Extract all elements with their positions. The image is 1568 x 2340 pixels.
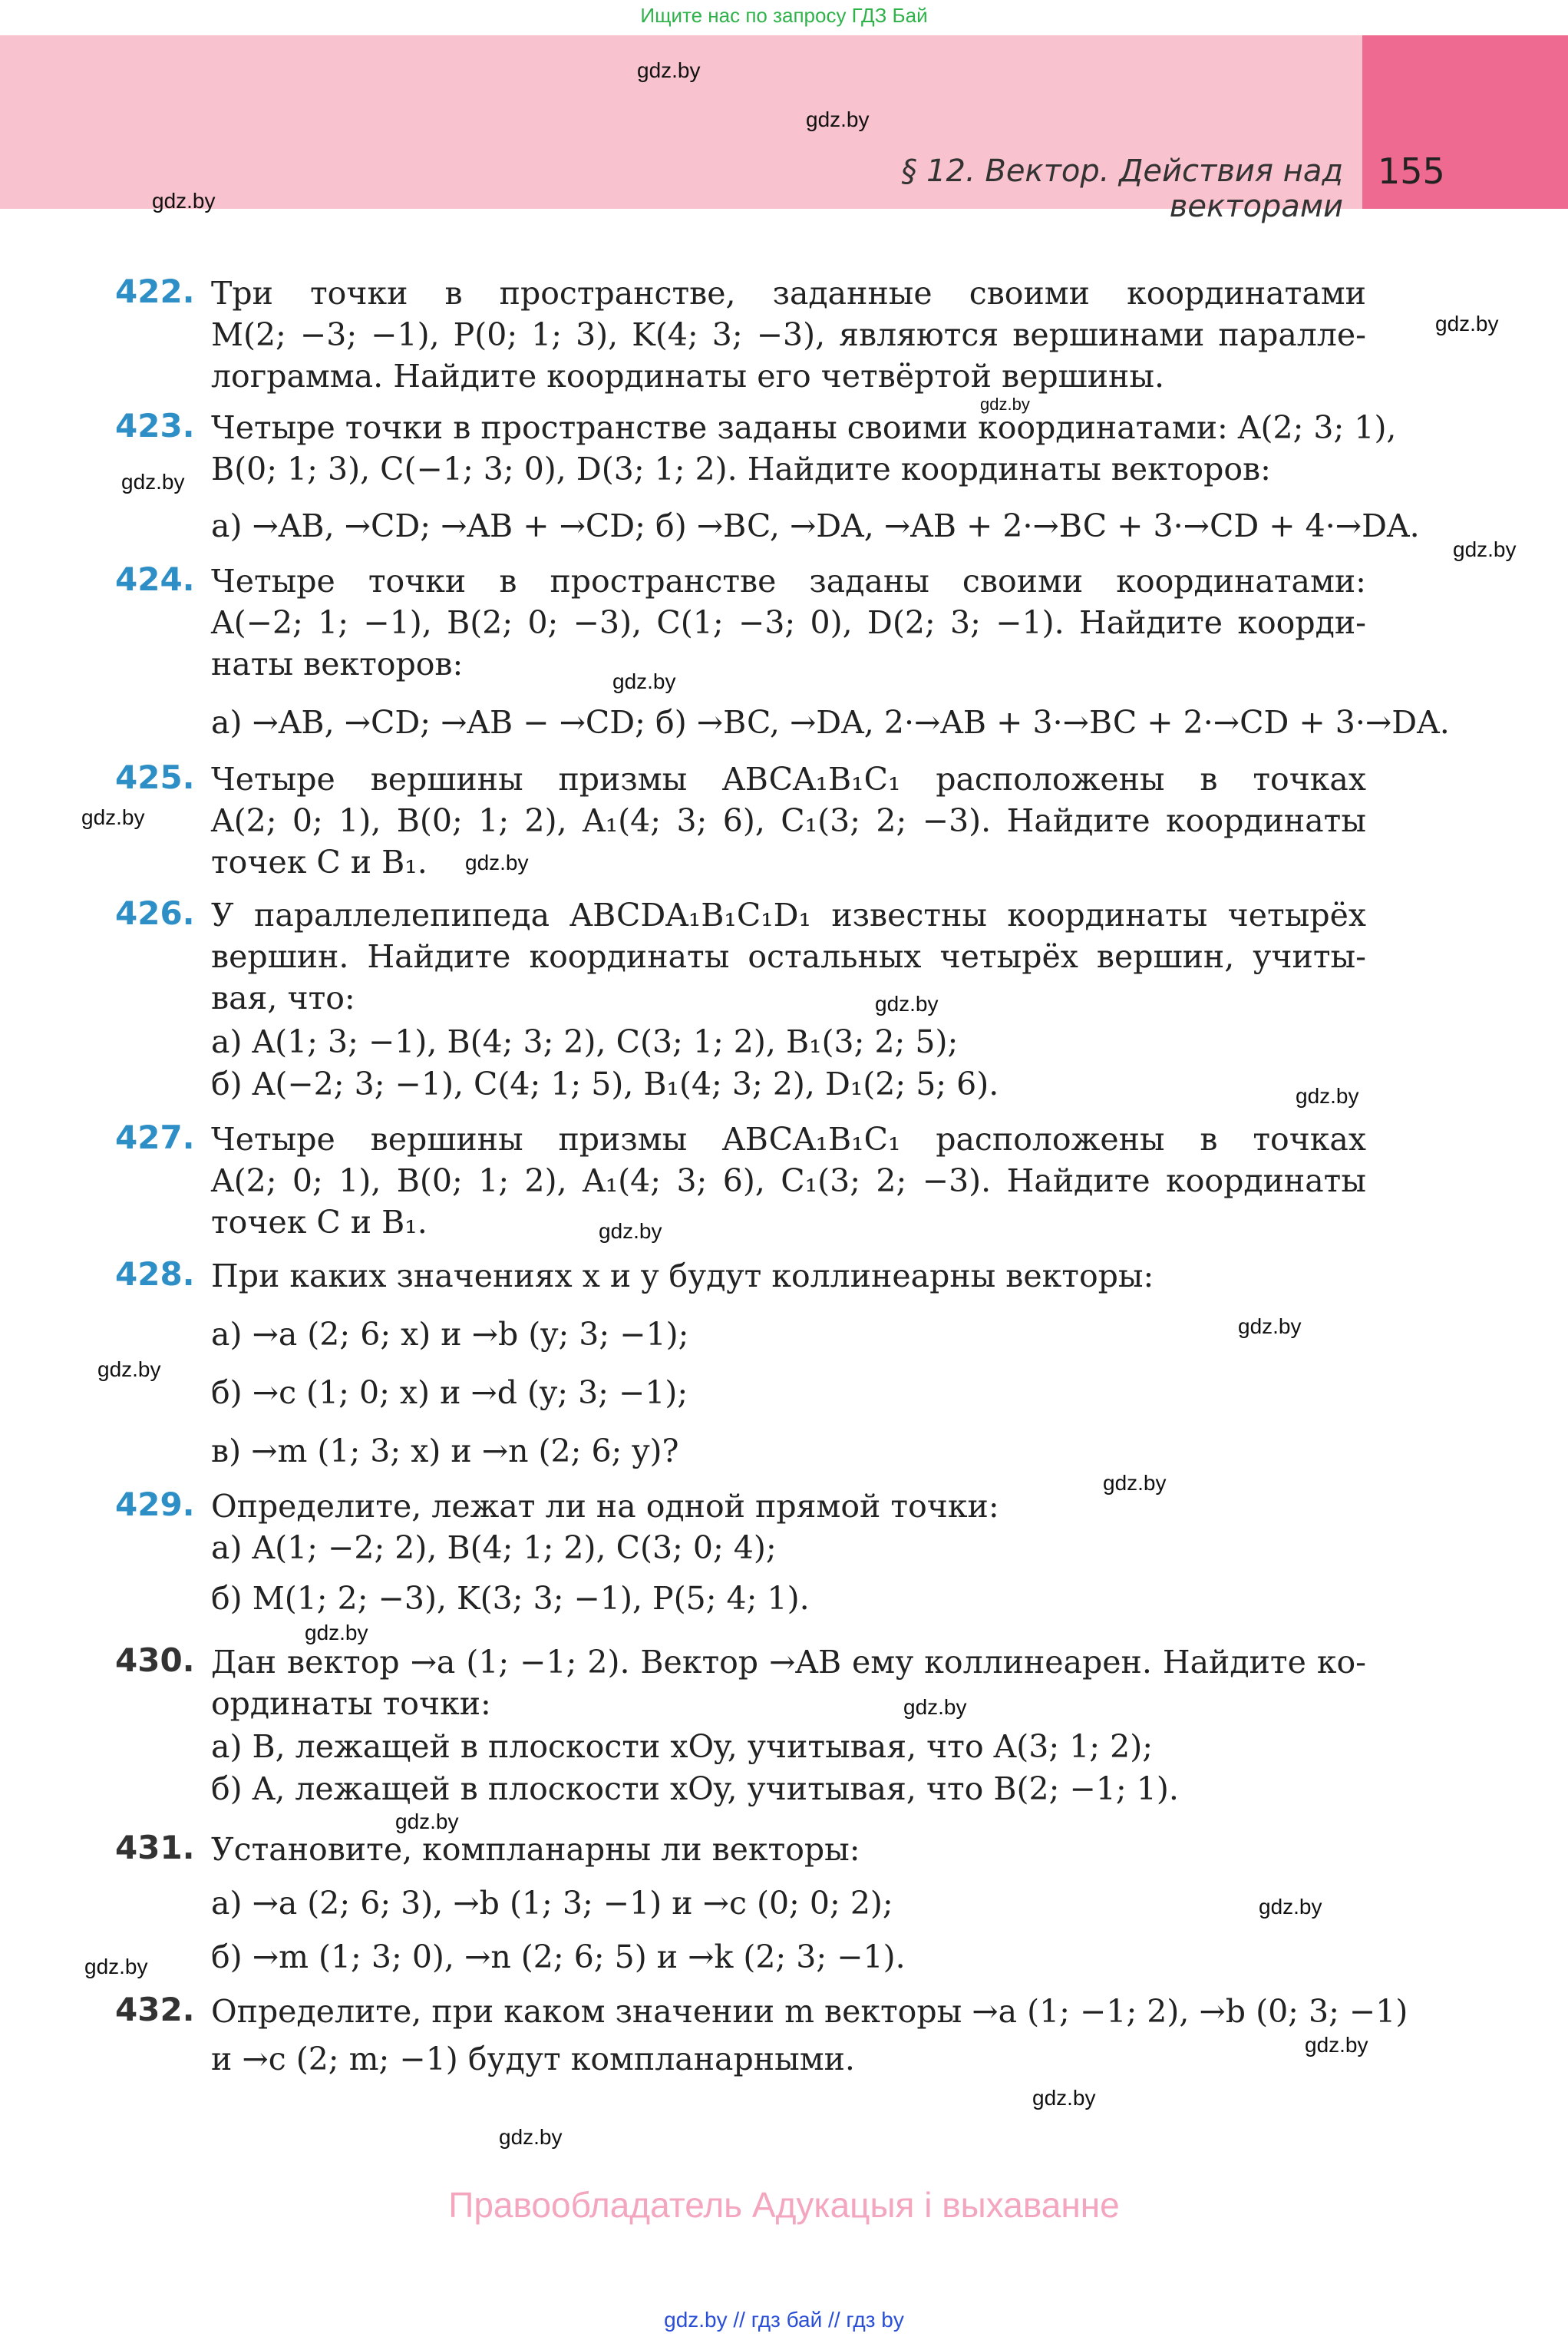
watermark: gdz.by xyxy=(1296,1084,1359,1108)
watermark: gdz.by xyxy=(612,669,676,693)
watermark: gdz.by xyxy=(1103,1471,1167,1495)
problem-text-line: Установите, компланарны ли векторы: xyxy=(211,1831,860,1868)
watermark: gdz.by xyxy=(121,470,185,494)
problem-number: 427. xyxy=(115,1119,195,1156)
problem-text-line: Четыре точки в пространстве заданы своими координатами: xyxy=(211,563,1366,600)
watermark: gdz.by xyxy=(1435,312,1499,335)
problem-number: 426. xyxy=(115,894,195,932)
watermark: gdz.by xyxy=(152,189,216,213)
problem-text-line: б) →c (1; 0; x) и →d (y; 3; −1); xyxy=(211,1374,688,1411)
problem-text-line: а) A(1; −2; 2), B(4; 1; 2), C(3; 0; 4); xyxy=(211,1529,777,1566)
problem-text-line: При каких значениях x и y будут коллинеарны векторы: xyxy=(211,1258,1154,1294)
problem-text-line: а) A(1; 3; −1), B(4; 3; 2), C(3; 1; 2), B₁(3; 2; 5); xyxy=(211,1023,959,1060)
problem-number: 430. xyxy=(115,1641,195,1679)
problem-text-line: б) →m (1; 3; 0), →n (2; 6; 5) и →k (2; 3; −1). xyxy=(211,1938,906,1975)
watermark: gdz.by xyxy=(875,992,939,1016)
problem-text-line: б) M(1; 2; −3), K(3; 3; −1), P(5; 4; 1). xyxy=(211,1580,810,1617)
problem-number: 432. xyxy=(115,1991,195,2028)
watermark: gdz.by xyxy=(1305,2033,1368,2057)
watermark: gdz.by xyxy=(903,1695,967,1719)
problem-text-line: точек C и B₁. xyxy=(211,1204,427,1241)
watermark: gdz.by xyxy=(305,1621,368,1644)
watermark: gdz.by xyxy=(97,1357,161,1381)
problem-text-line: Определите, лежат ли на одной прямой точки: xyxy=(211,1488,999,1525)
problem-text-line: лограмма. Найдите координаты его четвёртой вершины. xyxy=(211,358,1165,395)
watermark: gdz.by xyxy=(1032,2086,1096,2110)
watermark: gdz.by xyxy=(84,1955,148,1978)
problem-text-line: У параллелепипеда ABCDA₁B₁C₁D₁ известны координаты четырёх xyxy=(211,897,1366,934)
problem-text-line: Определите, при каком значении m векторы →a (1; −1; 2), →b (0; 3; −1) xyxy=(211,1993,1408,2030)
problem-text-line: точек C и B₁. xyxy=(211,844,427,881)
problem-text-line: B(0; 1; 3), C(−1; 3; 0), D(3; 1; 2). Найдите координаты векторов: xyxy=(211,451,1271,488)
problem-text-line: A(−2; 1; −1), B(2; 0; −3), C(1; −3; 0), D(2; 3; −1). Найдите коорди- xyxy=(211,604,1366,641)
watermark: gdz.by xyxy=(81,805,145,829)
watermark: gdz.by xyxy=(395,1810,459,1833)
problem-text-line: A(2; 0; 1), B(0; 1; 2), A₁(4; 3; 6), C₁(3; 2; −3). Найдите координаты xyxy=(211,1162,1366,1199)
copyright-notice: Правообладатель Адукацыя і выхаванне xyxy=(448,2185,1120,2225)
watermark: gdz.by xyxy=(637,58,701,82)
page-number: 155 xyxy=(1378,150,1445,192)
watermark: gdz.by xyxy=(980,395,1030,414)
problem-text-line: и →c (2; m; −1) будут компланарными. xyxy=(211,2041,855,2077)
problem-text-line: Четыре вершины призмы ABCA₁B₁C₁ расположены в точках xyxy=(211,761,1366,798)
problem-text-line: вершин. Найдите координаты остальных четырёх вершин, учиты- xyxy=(211,938,1366,975)
problem-text-line: в) →m (1; 3; x) и →n (2; 6; y)? xyxy=(211,1433,679,1469)
watermark: gdz.by xyxy=(465,851,529,874)
problem-number: 422. xyxy=(115,273,195,310)
problem-text-line: вая, что: xyxy=(211,980,355,1016)
problem-text-line: M(2; −3; −1), P(0; 1; 3), K(4; 3; −3), являются вершинами паралле- xyxy=(211,316,1366,353)
watermark: gdz.by xyxy=(806,107,870,131)
problem-number: 423. xyxy=(115,407,195,445)
footer-links[interactable]: gdz.by // гдз бай // гдз by xyxy=(664,2308,904,2332)
watermark: gdz.by xyxy=(499,2125,563,2149)
problem-text-line: а) →AB, →CD; →AB − →CD; б) →BC, →DA, 2·→AB + 3·→BC + 2·→CD + 3·→DA. xyxy=(211,704,1450,741)
problem-text-line: Четыре точки в пространстве заданы своими координатами: A(2; 3; 1), xyxy=(211,409,1397,446)
problem-number: 431. xyxy=(115,1829,195,1866)
watermark: gdz.by xyxy=(1238,1314,1302,1338)
top-search-hint: Ищите нас по запросу ГДЗ Бай xyxy=(640,4,928,27)
section-title: § 12. Вектор. Действия над векторами xyxy=(901,154,1343,224)
problem-text-line: Три точки в пространстве, заданные своими координатами xyxy=(211,275,1366,312)
problem-text-line: б) A(−2; 3; −1), C(4; 1; 5), B₁(4; 3; 2), D₁(2; 5; 6). xyxy=(211,1066,999,1102)
problem-number: 429. xyxy=(115,1486,195,1523)
problem-text-line: б) A, лежащей в плоскости xOy, учитывая, что B(2; −1; 1). xyxy=(211,1770,1179,1807)
problem-text-line: а) →AB, →CD; →AB + →CD; б) →BC, →DA, →AB + 2·→BC + 3·→CD + 4·→DA. xyxy=(211,507,1420,544)
watermark: gdz.by xyxy=(1259,1895,1322,1919)
watermark: gdz.by xyxy=(599,1219,662,1243)
problem-text-line: а) B, лежащей в плоскости xOy, учитывая, что A(3; 1; 2); xyxy=(211,1728,1154,1765)
problem-number: 425. xyxy=(115,759,195,796)
problem-text-line: а) →a (2; 6; x) и →b (y; 3; −1); xyxy=(211,1316,689,1353)
problem-number: 424. xyxy=(115,560,195,598)
problem-text-line: ординаты точки: xyxy=(211,1685,491,1722)
problem-text-line: A(2; 0; 1), B(0; 1; 2), A₁(4; 3; 6), C₁(3; 2; −3). Найдите координаты xyxy=(211,802,1366,839)
watermark: gdz.by xyxy=(1453,537,1517,561)
problem-text-line: а) →a (2; 6; 3), →b (1; 3; −1) и →c (0; 0; 2); xyxy=(211,1885,893,1922)
problem-text-line: наты векторов: xyxy=(211,646,464,682)
problem-text-line: Четыре вершины призмы ABCA₁B₁C₁ расположены в точках xyxy=(211,1121,1366,1158)
problem-text-line: Дан вектор →a (1; −1; 2). Вектор →AB ему коллинеарен. Найдите ко- xyxy=(211,1644,1366,1681)
problem-number: 428. xyxy=(115,1255,195,1293)
